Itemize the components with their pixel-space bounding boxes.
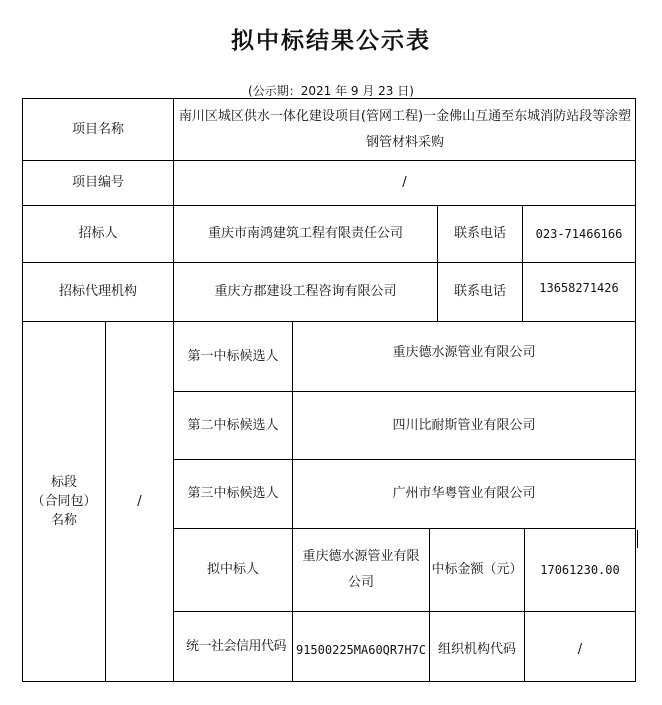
agency-phone-label: 联系电话: [453, 284, 506, 299]
amount-value: 17061230.00: [540, 563, 620, 577]
project-number-label: 项目编号: [71, 175, 124, 190]
amount-label: 中标金额（元）: [431, 562, 523, 577]
candidate-1-label: 第一中标候选人: [187, 348, 279, 364]
tenderer-value: 重庆市南鸿建筑工程有限责任公司: [207, 226, 403, 241]
candidate-3-value: 广州市华粤管业有限公司: [392, 486, 536, 501]
section-label-line3: 名称: [50, 513, 77, 528]
publish-date: (公示期：2021 年 9 月 23 日): [248, 84, 414, 98]
agency-value: 重庆方郡建设工程咨询有限公司: [214, 284, 397, 299]
candidate-2-label: 第二中标候选人: [187, 417, 279, 433]
credit-code-label: 统一社会信用代码: [185, 638, 286, 654]
candidate-2-value: 四川比耐斯管业有限公司: [392, 417, 536, 433]
project-number-value: /: [402, 175, 407, 190]
section-label: [23, 322, 105, 681]
candidate-3-label: 第三中标候选人: [187, 486, 279, 501]
org-code-label: 组织机构代码: [437, 641, 516, 657]
winner-label: 拟中标人: [206, 562, 259, 577]
page-title: 拟中标结果公示表: [231, 28, 431, 54]
credit-code-value: 91500225MA60QR7H7C: [295, 642, 427, 657]
winner-value-line1: 重庆德水源管业有限: [302, 549, 420, 564]
tenderer-label: 招标人: [78, 226, 118, 241]
org-code-value: /: [577, 641, 583, 657]
section-label-line2: （合同包）: [31, 494, 97, 509]
candidate-1-value: 重庆德水源管业有限公司: [392, 345, 536, 360]
section-label-line1: 标段: [50, 475, 77, 490]
agency-phone: 13658271426: [539, 281, 619, 295]
tenderer-phone-label: 联系电话: [453, 226, 506, 241]
project-name-value: 南川区城区供水一体化建设项目(管网工程)一金佛山互通至东城消防站段等涂塑钢管材料采购: [178, 108, 632, 150]
tenderer-phone: 023-71466166: [535, 227, 623, 241]
winner-value-line2: 公司: [347, 575, 374, 590]
project-name-label: 项目名称: [71, 121, 124, 137]
winner-value: [293, 529, 429, 611]
section-value: /: [137, 493, 142, 509]
agency-label: 招标代理机构: [58, 284, 137, 299]
